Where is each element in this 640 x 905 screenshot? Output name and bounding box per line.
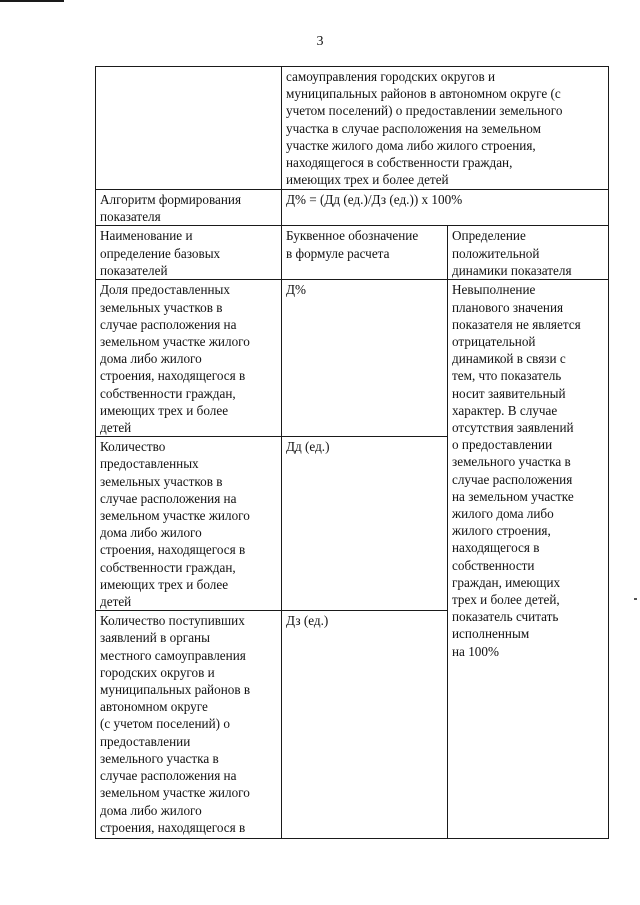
algorithm-row [96, 190, 609, 226]
header-name: Наименование и определение базовых показателей [96, 226, 282, 280]
indicator-name: Доля предоставленных земельных участков в случае расположения на земельном участке жилого дома либо жилого строения, находящегося в собственности граждан, имеющих трех и более детей [96, 280, 282, 437]
continuation-text: самоуправления городских округов и муниципальных районов в автономном округе (с учетом поселений) о предоставлении земельного участка в случае расположения на земельном участке жилого дома либо жилого строения, находящегося в собственности граждан, имеющих трех и более детей [282, 67, 609, 190]
scan-edge-mark [0, 0, 64, 2]
header-row [96, 226, 609, 280]
header-dynamics: Определение положительной динамики показателя [448, 226, 609, 280]
page-number: 3 [316, 34, 324, 49]
indicator-symbol: Дд (ед.) [282, 437, 448, 611]
algorithm-formula: Д% = (Дд (ед.)/Дз (ед.)) х 100% [282, 190, 609, 226]
table-row [96, 280, 609, 437]
indicator-table [95, 66, 609, 839]
header-symbol: Буквенное обозначение в формуле расчета [282, 226, 448, 280]
continuation-empty-cell [96, 67, 282, 190]
continuation-row [96, 67, 609, 190]
dynamics-definition: Невыполнение планового значения показателя не является отрицательной динамикой в связи с тем, что показатель носит заявительный характер. В случае отсутствия заявлений о предоставлении земельного участка в случае расположения на земельном участке жилого дома либо жилого строения, находящегося в собственности граждан, имеющих трех и более детей, показатель считать исполненным на 100% [448, 280, 609, 839]
indicator-symbol: Д% [282, 280, 448, 437]
indicator-name: Количество предоставленных земельных участков в случае расположения на земельном участке жилого дома либо жилого строения, находящегося в собственности граждан, имеющих трех и более детей [96, 437, 282, 611]
scan-speck [634, 598, 637, 600]
indicator-name: Количество поступивших заявлений в органы местного самоуправления городских округов и муниципальных районов в автономном округе (с учетом поселений) о предоставлении земельного участка в случае расположения на земельном участке жилого дома либо жилого строения, находящегося в [96, 611, 282, 839]
indicator-symbol: Дз (ед.) [282, 611, 448, 839]
algorithm-label: Алгоритм формирования показателя [96, 190, 282, 226]
